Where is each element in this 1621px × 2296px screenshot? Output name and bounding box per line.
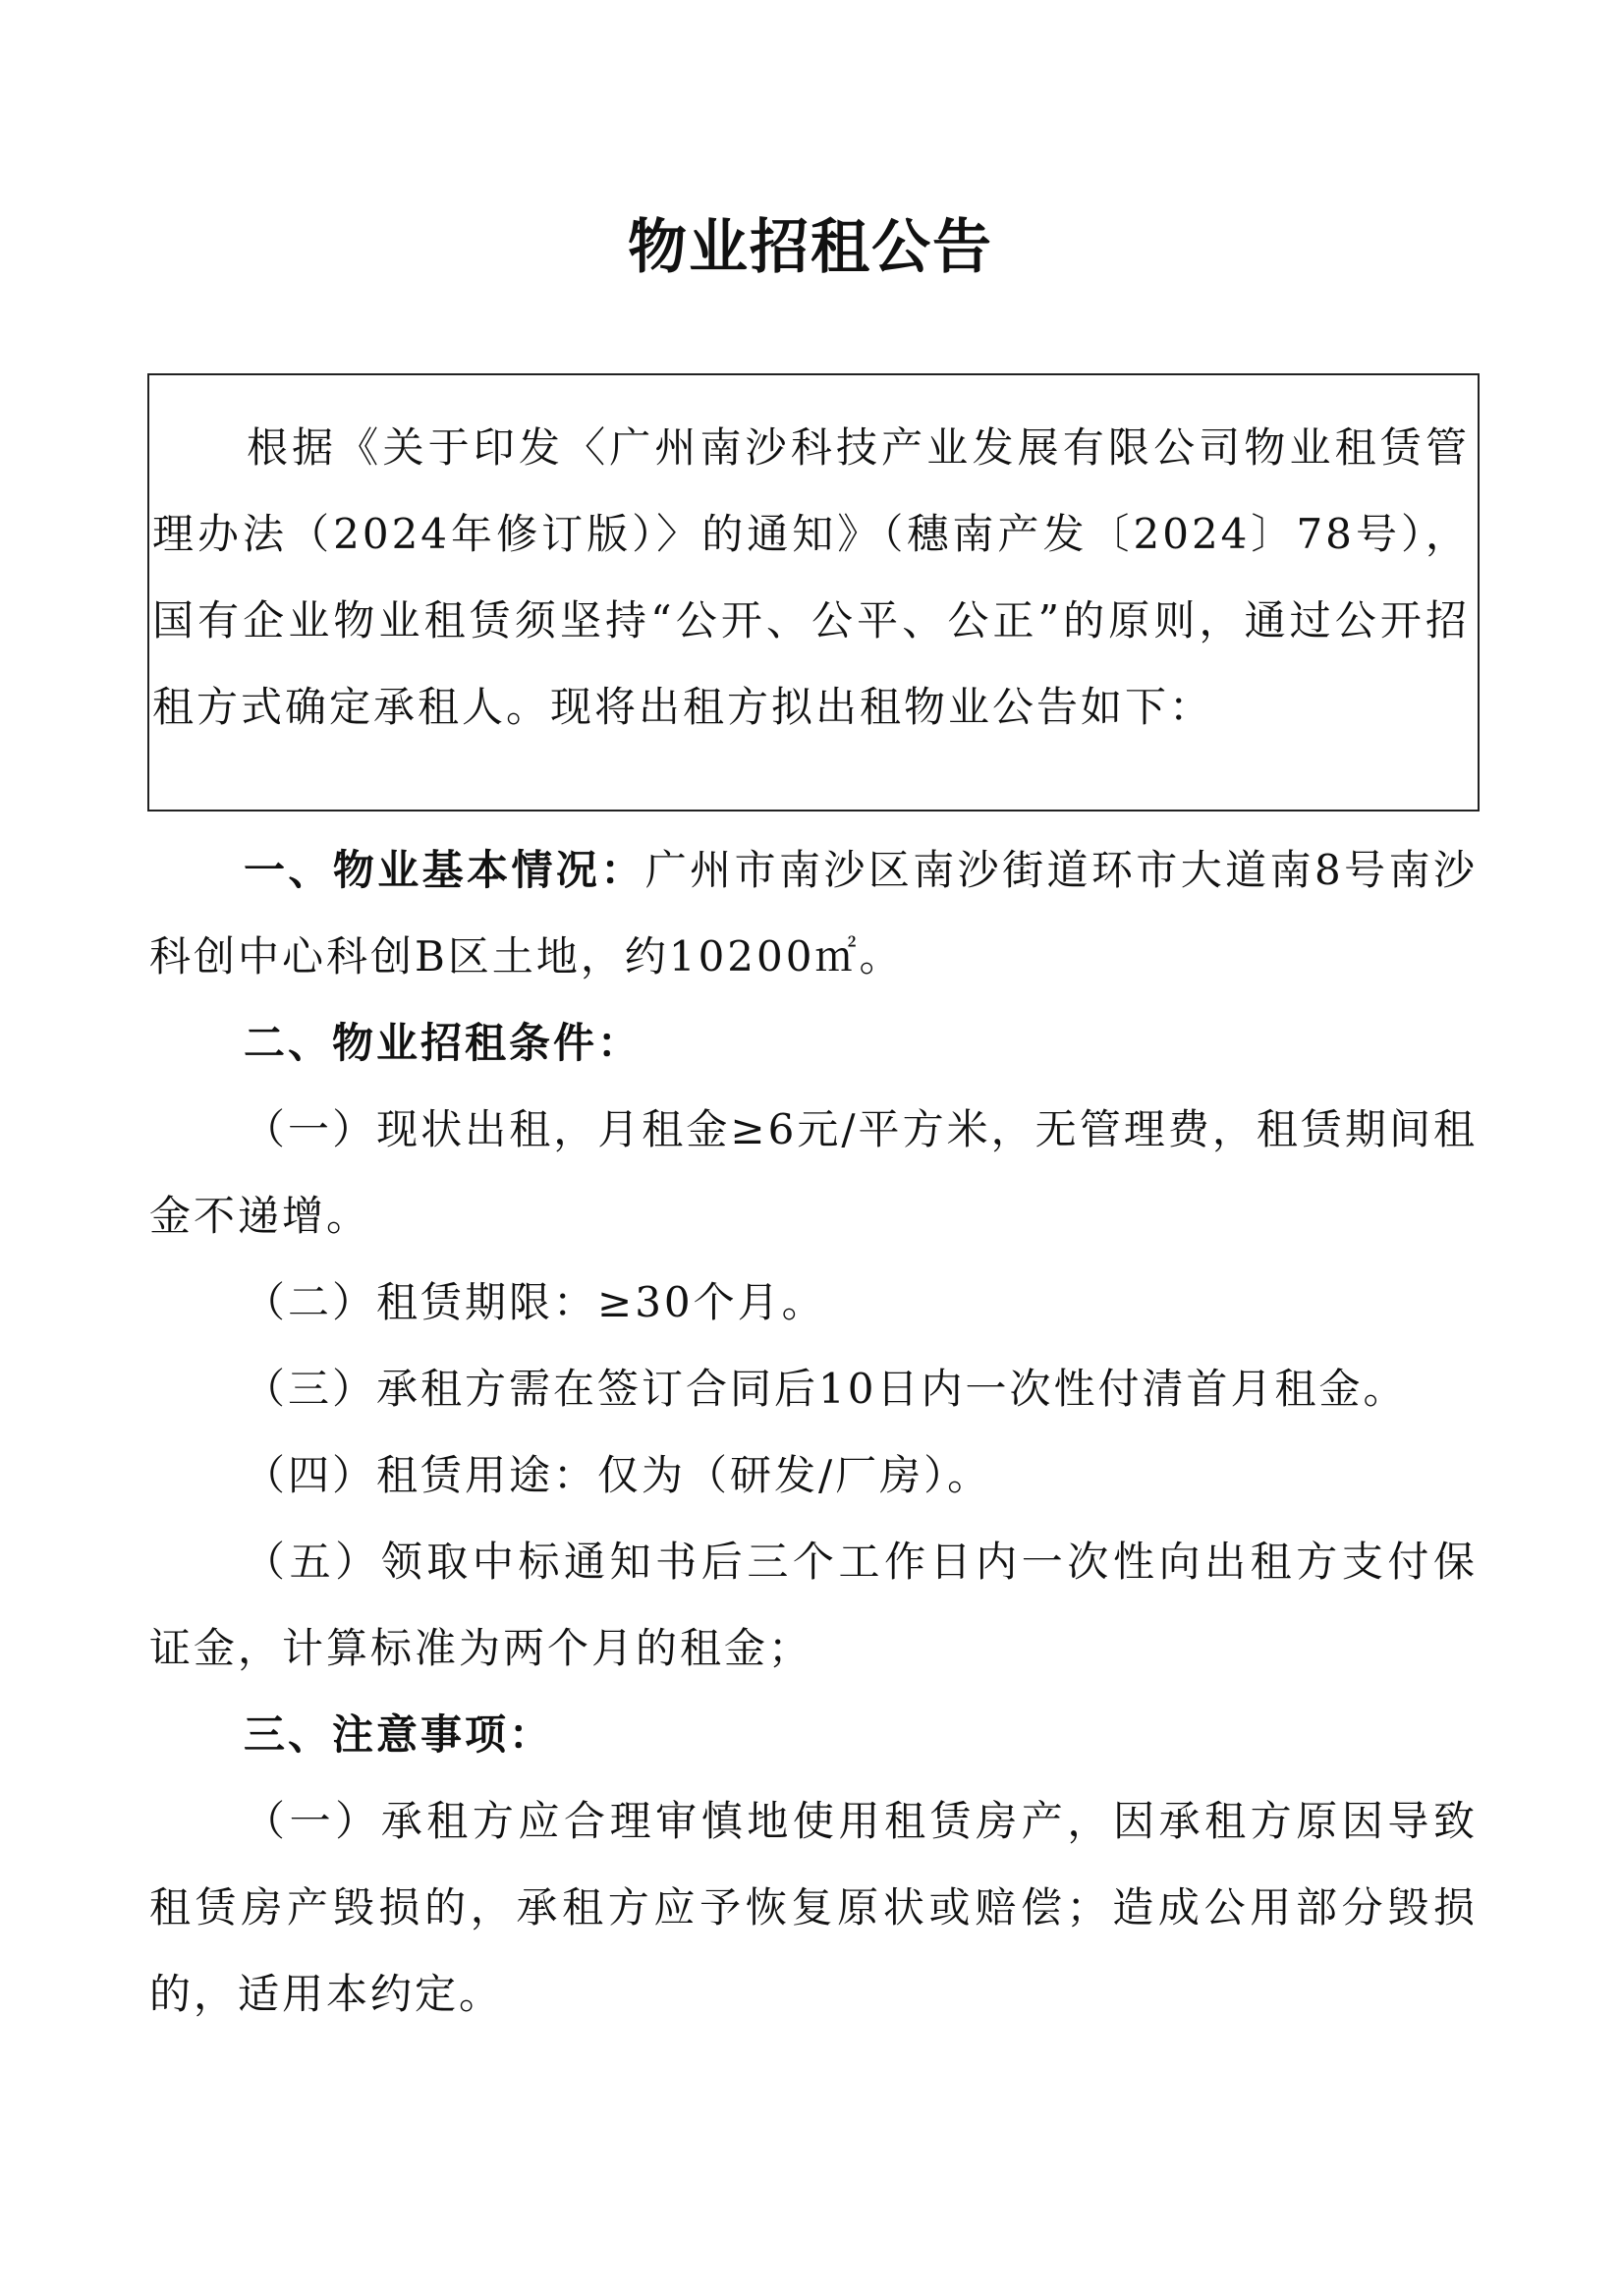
intro-box (147, 373, 1480, 812)
section-3-heading: 三、注意事项： (244, 1710, 554, 1759)
section-3-item-1: （一）承租方应合理审慎地使用租赁房产，因承租方原因导致租赁房产毁损的，承租方应予恢复原状或赔偿；造成公用部分毁损的，适用本约定。 (149, 1797, 1478, 2018)
section-2-item-1: （一）现状出租，月租金≥6元/平方米，无管理费，租赁期间租金不递增。 (149, 1105, 1478, 1240)
section-1-heading: 一、物业基本情况： (244, 846, 645, 894)
section-2-item-4: （四）租赁用途：仅为（研发/厂房）。 (244, 1451, 992, 1499)
section-2-item-2: （二）租赁期限：≥30个月。 (244, 1278, 826, 1326)
page-title: 物业招租公告 (628, 213, 993, 282)
section-2-item-5: （五）领取中标通知书后三个工作日内一次性向出租方支付保证金，计算标准为两个月的租金； (149, 1538, 1478, 1672)
intro-paragraph: 根据《关于印发〈广州南沙科技产业发展有限公司物业租赁管理办法（2024年修订版）〉的通知》（穗南产发〔2024〕78号），国有企业物业租赁须坚持“公开、公平、公正”的原则，通过公开招租方式确定承租人。现将出租方拟出租物业公告如下： (152, 423, 1470, 731)
section-1 (149, 827, 1478, 1000)
section-1-text: 广州市南沙区南沙街道环市大道南8号南沙科创中心科创B区土地，约10200㎡。 (149, 846, 1478, 980)
section-2-heading: 二、物业招租条件： (244, 1019, 643, 1067)
notice-body (149, 827, 1478, 2038)
section-2-item-3: （三）承租方需在签订合同后10日内一次性付清首月租金。 (244, 1365, 1408, 1413)
